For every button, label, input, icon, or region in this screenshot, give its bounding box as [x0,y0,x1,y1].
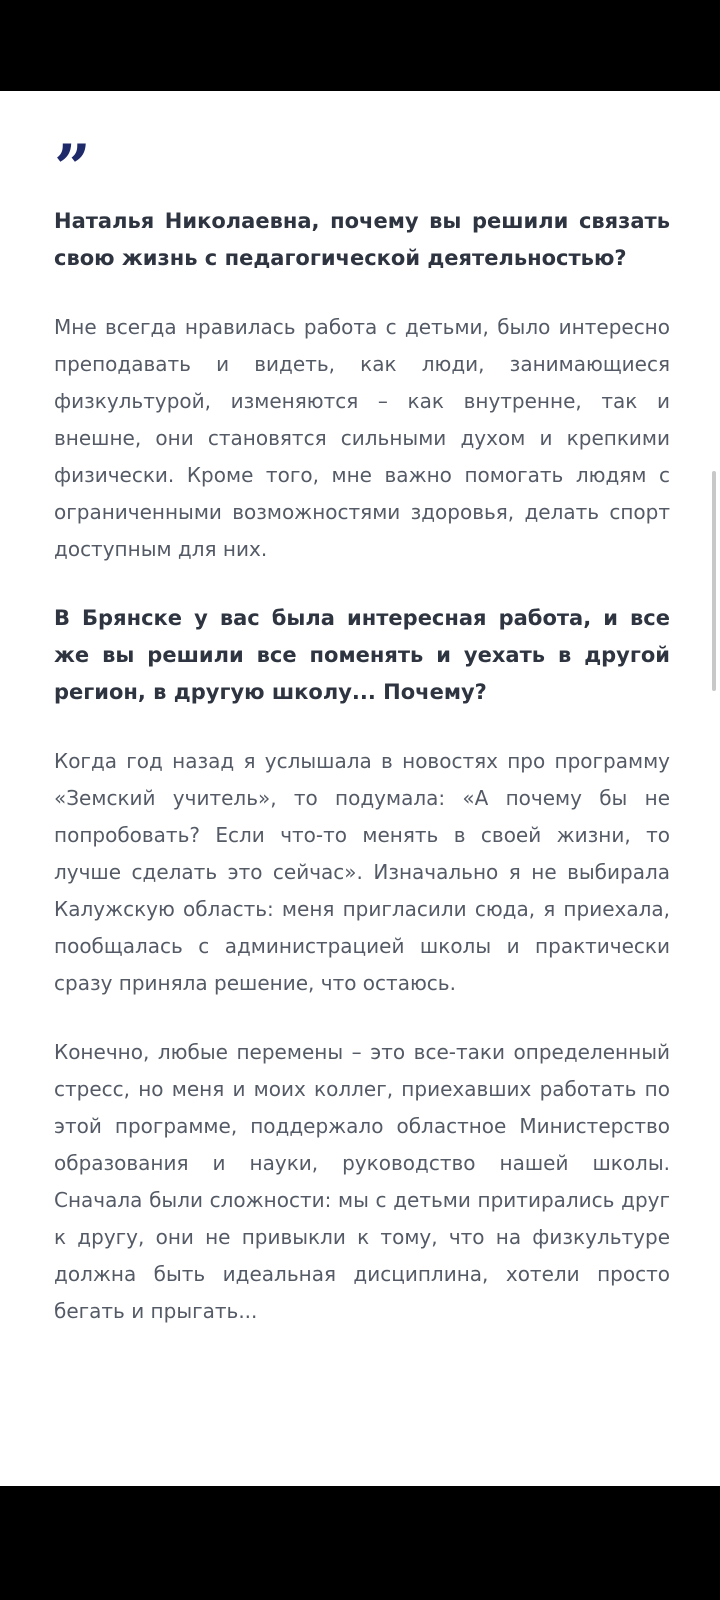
navigation-bar [0,1486,720,1600]
article-content [54,203,670,1330]
interview-answer-1: Мне всегда нравилась работа с детьми, было интересно преподавать и видеть, как люди, занимающиеся физкультурой, изменяются – как внутренне, так и внешне, они становятся сильными духом и крепкими физически. Кроме того, мне важно помогать людям с ограниченными возможностями здоровья, делать спорт доступным для них. [54,315,670,561]
status-bar [0,0,720,91]
interview-question-1: Наталья Николаевна, почему вы решили связать свою жизнь с педагогической деятельностью? [54,209,670,270]
interview-answer-2: Когда год назад я услышала в новостях про программу «Земский учитель», то подумала: «А почему бы не попробовать? Если что-то менять в своей жизни, то лучше сделать это сейчас». Изначально я не выбирала Калужскую область: меня пригласили сюда, я приехала, пообщалась с администрацией школы и практически сразу приняла решение, что остаюсь. [54,749,670,995]
interview-answer-3: Конечно, любые перемены – это все-таки определенный стресс, но меня и моих коллег, приехавших работать по этой программе, поддержало областное Министерство образования и науки, руководство нашей школы. Сначала были сложности: мы с детьми притирались друг к другу, они не привыкли к тому, что на физкультуре должна быть идеальная дисциплина, хотели просто бегать и прыгать... [54,1040,670,1323]
scrollbar[interactable] [712,471,716,691]
quote-mark-icon: ” [54,131,85,206]
interview-question-2: В Брянске у вас была интересная работа, и все же вы решили все поменять и уехать в другой регион, в другую школу... Почему? [54,606,670,704]
article-page[interactable] [0,91,720,1486]
